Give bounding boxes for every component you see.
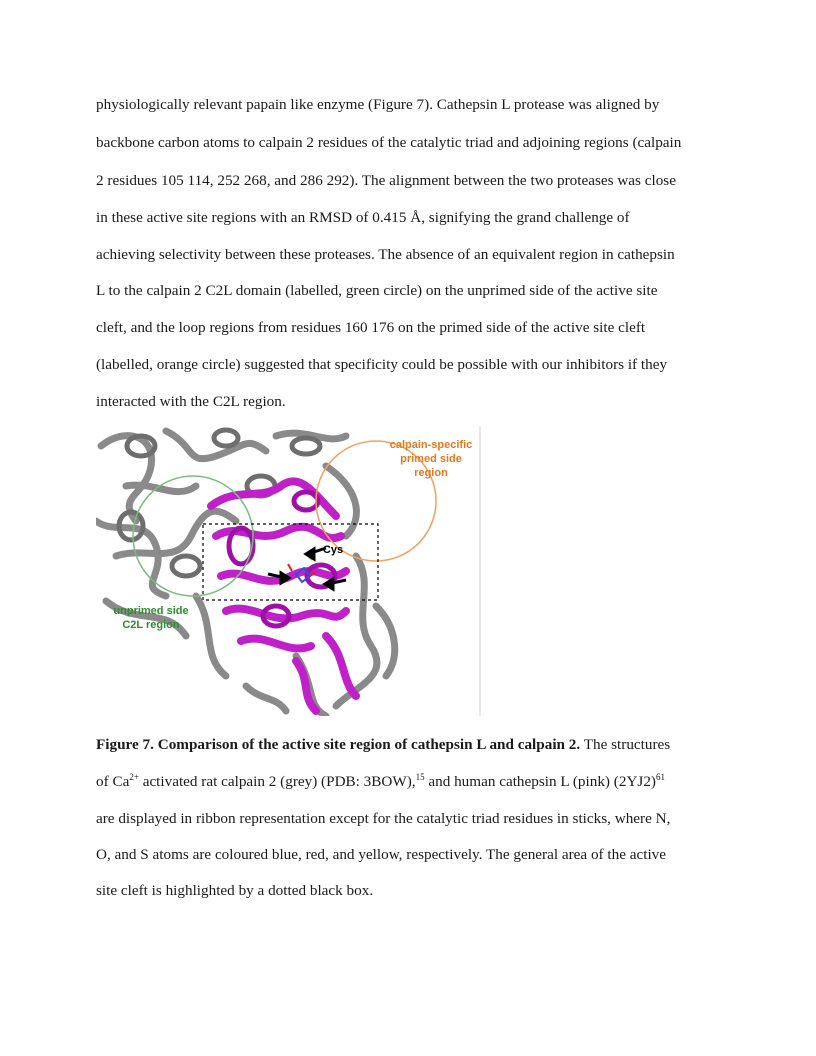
body-line: achieving selectivity between these proteases. The absence of an equivalent region in cathepsin: [96, 246, 675, 263]
body-line: in these active site regions with an RMSD of 0.415 Å, signifying the grand challenge of: [96, 209, 630, 226]
caption-line-2: [96, 773, 665, 791]
unprimed-label-line1: unprimed side: [113, 605, 189, 617]
body-line: 2 residues 105 114, 252 268, and 286 292). The alignment between the two proteases was close: [96, 172, 676, 189]
primed-label-line1: calpain-specific: [389, 439, 473, 451]
figure-label: Figure 7. Comparison of the active site region of cathepsin L and calpain 2.: [96, 736, 581, 753]
body-line: interacted with the C2L region.: [96, 393, 286, 410]
caption-line-5: site cleft is highlighted by a dotted black box.: [96, 882, 374, 899]
protein-structure-figure: [96, 426, 486, 716]
primed-label-line2: primed side: [400, 453, 462, 465]
superscript: 2+: [129, 772, 139, 782]
unprimed-label-line2: C2L region: [122, 619, 180, 631]
caption-line-3: are displayed in ribbon representation except for the catalytic triad residues in sticks, where N,: [96, 810, 671, 827]
body-line: backbone carbon atoms to calpain 2 residues of the catalytic triad and adjoining regions (calpain: [96, 134, 682, 151]
caption-text: The structures: [583, 736, 671, 753]
caption-line-1: [96, 736, 670, 754]
caption-text: activated rat calpain 2 (grey) (PDB: 3BOW),: [138, 773, 416, 790]
caption-line-4: O, and S atoms are coloured blue, red, and yellow, respectively. The general area of the active: [96, 846, 666, 863]
primed-label-line3: region: [414, 467, 448, 479]
cys-label: Cys: [322, 544, 344, 556]
caption-text: of Ca: [96, 773, 130, 790]
body-line: cleft, and the loop regions from residues 160 176 on the primed side of the active site cleft: [96, 319, 646, 336]
body-line: (labelled, orange circle) suggested that specificity could be possible with our inhibitors if they: [96, 356, 668, 373]
citation-superscript: 15: [415, 772, 425, 782]
citation-superscript: 61: [655, 772, 665, 782]
body-line: physiologically relevant papain like enzyme (Figure 7). Cathepsin L protease was aligned by: [96, 96, 660, 113]
body-line: L to the calpain 2 C2L domain (labelled, green circle) on the unprimed side of the active site: [96, 282, 658, 299]
caption-text: and human cathepsin L (pink) (2YJ2): [424, 773, 656, 790]
